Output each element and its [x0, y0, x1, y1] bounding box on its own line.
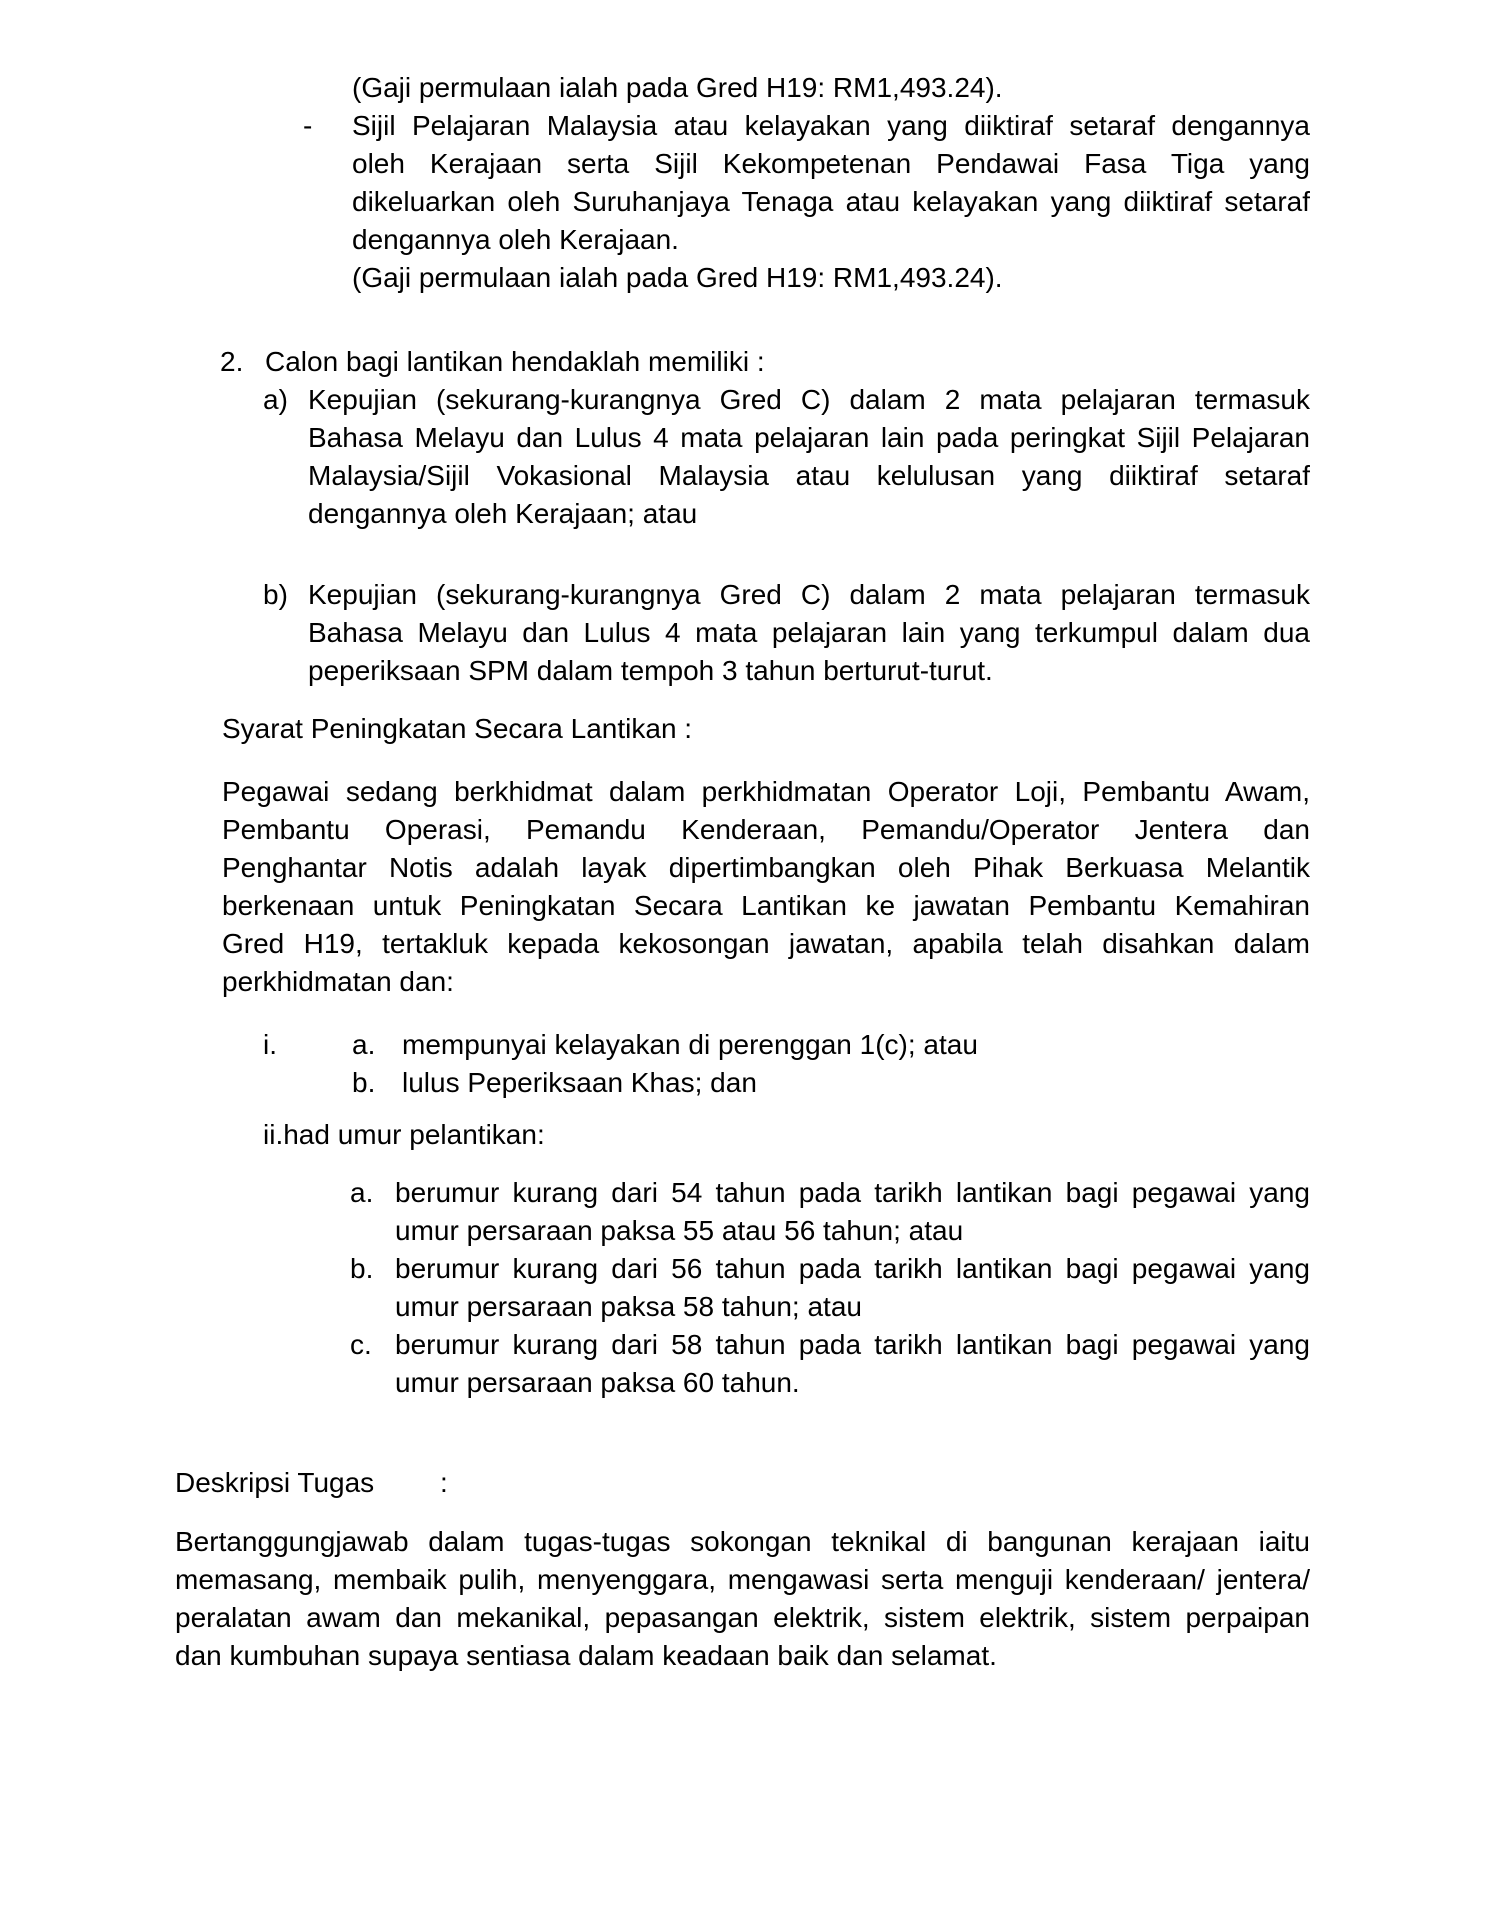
text-line: umur persaraan paksa 55 atau 56 tahun; atau [395, 1215, 964, 1246]
text-line: Bahasa Melayu dan Lulus 4 mata pelajaran lain yang terkumpul dalam dua [308, 617, 1310, 648]
deskripsi-tugas-label: Deskripsi Tugas [175, 1467, 375, 1498]
item-2a [263, 381, 1310, 533]
sub-item-b-marker: b. [352, 1067, 376, 1098]
text-line: dan kumbuhan supaya sentiasa dalam keadaan baik dan selamat. [175, 1640, 997, 1671]
deskripsi-tugas-row [175, 1464, 575, 1502]
pegawai-paragraph [222, 773, 1310, 1001]
text-line: Malaysia/Sijil Vokasional Malaysia atau kelulusan yang diiktiraf setaraf [308, 460, 1310, 491]
age-item-a [350, 1174, 1310, 1250]
pegawai-paragraph-lines [222, 773, 1310, 1001]
text-line: Bahasa Melayu dan Lulus 4 mata pelajaran lain pada peringkat Sijil Pelajaran [308, 422, 1310, 453]
age-item-b-lines [350, 1250, 1310, 1326]
roman-item-ii: ii.had umur pelantikan: [263, 1119, 545, 1150]
text-line: Sijil Pelajaran Malaysia atau kelayakan yang diiktiraf setaraf dengannya [352, 110, 1310, 141]
text-line: dengannya oleh Kerajaan. [352, 224, 679, 255]
item-2-number: 2. [220, 346, 244, 377]
text-line: Pembantu Operasi, Pemandu Kenderaan, Pemandu/Operator Jentera dan [222, 814, 1310, 845]
syarat-heading: Syarat Peningkatan Secara Lantikan : [222, 713, 693, 744]
text-line: peralatan awam dan mekanikal, pepasangan elektrik, sistem elektrik, sistem perpaipan [175, 1602, 1310, 1633]
text-line: memasang, membaik pulih, menyenggara, mengawasi serta menguji kenderaan/ jentera/ [175, 1564, 1310, 1595]
gaji-note-1: (Gaji permulaan ialah pada Gred H19: RM1,493.24). [352, 72, 1003, 103]
dash-marker: - [303, 110, 313, 141]
text-line: Bertanggungjawab dalam tugas-tugas sokongan teknikal di bangunan kerajaan iaitu [175, 1526, 1310, 1557]
item-2b-marker: b) [263, 579, 288, 610]
age-item-c-lines [350, 1326, 1310, 1402]
text-line: Gred H19, tertakluk kepada kekosongan jawatan, apabila telah disahkan dalam [222, 928, 1310, 959]
text-line: berumur kurang dari 58 tahun pada tarikh lantikan bagi pegawai yang [395, 1329, 1310, 1360]
age-item-b-marker: b. [350, 1253, 374, 1284]
age-item-a-lines [350, 1174, 1310, 1250]
text-line: peperiksaan SPM dalam tempoh 3 tahun berturut-turut. [308, 655, 993, 686]
text-line: perkhidmatan dan: [222, 966, 454, 997]
text-line: Kepujian (sekurang-kurangnya Gred C) dalam 2 mata pelajaran termasuk [308, 384, 1310, 415]
item-2-heading-row [220, 343, 1310, 381]
text-line: berumur kurang dari 56 tahun pada tarikh lantikan bagi pegawai yang [395, 1253, 1310, 1284]
text-line: oleh Kerajaan serta Sijil Kekompetenan Pendawai Fasa Tiga yang [352, 148, 1310, 179]
age-item-c-marker: c. [350, 1329, 372, 1360]
text-line: berkenaan untuk Peningkatan Secara Lantikan ke jawatan Pembantu Kemahiran [222, 890, 1310, 921]
gaji-note-2: (Gaji permulaan ialah pada Gred H19: RM1,493.24). [352, 262, 1003, 293]
text-line: dikeluarkan oleh Suruhanjaya Tenaga atau kelayakan yang diiktiraf setaraf [352, 186, 1310, 217]
age-item-a-marker: a. [350, 1177, 374, 1208]
dash-item-lines [303, 107, 1310, 259]
sub-item-a-marker: a. [352, 1029, 376, 1060]
text-line: umur persaraan paksa 58 tahun; atau [395, 1291, 862, 1322]
age-item-c [350, 1326, 1310, 1402]
roman-i-marker: i. [263, 1029, 277, 1060]
sub-item-b-text: lulus Peperiksaan Khas; dan [402, 1067, 757, 1098]
text-line: Kepujian (sekurang-kurangnya Gred C) dalam 2 mata pelajaran termasuk [308, 579, 1310, 610]
text-line: dengannya oleh Kerajaan; atau [308, 498, 698, 529]
roman-item-i [263, 1026, 1310, 1102]
item-2-heading: Calon bagi lantikan hendaklah memiliki : [265, 346, 765, 377]
text-line: Penghantar Notis adalah layak dipertimbangkan oleh Pihak Berkuasa Melantik [222, 852, 1310, 883]
tugas-paragraph [175, 1523, 1310, 1675]
item-2b [263, 576, 1310, 690]
deskripsi-tugas-colon: : [440, 1467, 448, 1498]
sub-item-a-text: mempunyai kelayakan di perenggan 1(c); atau [402, 1029, 978, 1060]
text-line: berumur kurang dari 54 tahun pada tarikh lantikan bagi pegawai yang [395, 1177, 1310, 1208]
text-line: umur persaraan paksa 60 tahun. [395, 1367, 800, 1398]
dash-list-item [303, 107, 1310, 259]
tugas-paragraph-lines [175, 1523, 1310, 1675]
item-2b-lines [263, 576, 1310, 690]
item-2a-lines [263, 381, 1310, 533]
item-2a-marker: a) [263, 384, 288, 415]
age-item-b [350, 1250, 1310, 1326]
text-line: Pegawai sedang berkhidmat dalam perkhidmatan Operator Loji, Pembantu Awam, [222, 776, 1310, 807]
